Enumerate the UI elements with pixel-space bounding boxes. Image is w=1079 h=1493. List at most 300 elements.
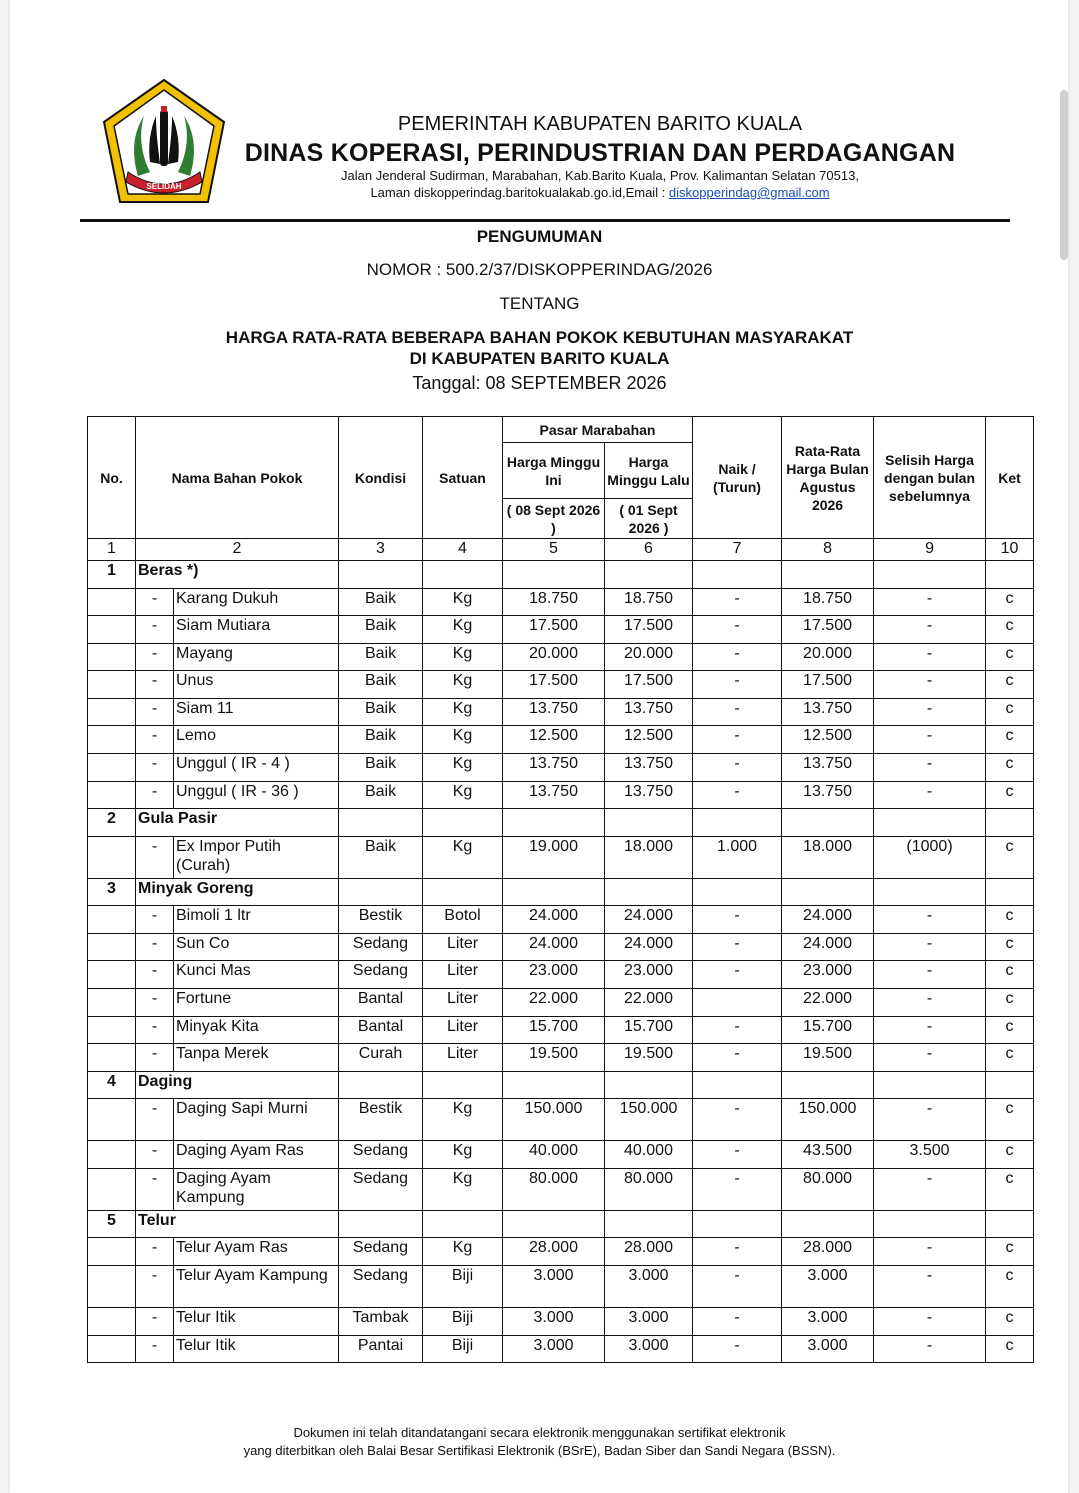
empty-cell — [88, 754, 136, 782]
table-row — [88, 1141, 1034, 1169]
item-name: Daging Ayam Ras — [174, 1141, 339, 1169]
announcement-about: TENTANG — [499, 294, 580, 313]
table-row — [88, 989, 1034, 1017]
empty-cell — [88, 933, 136, 961]
item-dash: - — [136, 933, 174, 961]
category-name: Minyak Goreng — [136, 878, 339, 906]
item-harga-ini: 22.000 — [503, 989, 605, 1017]
item-satuan: Kg — [423, 671, 503, 699]
item-ket: c — [986, 1168, 1034, 1210]
empty-cell — [88, 1016, 136, 1044]
item-name: Siam 11 — [174, 698, 339, 726]
item-harga-ini: 12.500 — [503, 726, 605, 754]
empty-cell — [986, 561, 1034, 589]
item-naik-turun: - — [693, 616, 782, 644]
item-name: Unus — [174, 671, 339, 699]
item-ket: c — [986, 1141, 1034, 1169]
header-government: PEMERINTAH KABUPATEN BARITO KUALA — [397, 113, 803, 135]
empty-cell — [782, 878, 874, 906]
empty-cell — [782, 1210, 874, 1238]
item-dash: - — [136, 1238, 174, 1266]
empty-cell — [693, 878, 782, 906]
item-naik-turun: - — [693, 643, 782, 671]
item-naik-turun: - — [693, 698, 782, 726]
item-naik-turun: - — [693, 1044, 782, 1072]
item-name: Ex Impor Putih (Curah) — [174, 836, 339, 878]
empty-cell — [986, 809, 1034, 837]
logo-text: SELIDAH — [146, 182, 182, 191]
item-rata-rata: 23.000 — [782, 961, 874, 989]
item-satuan: Kg — [423, 781, 503, 809]
item-harga-lalu: 24.000 — [605, 906, 693, 934]
announcement-heading: PENGUMUMAN — [476, 227, 603, 246]
item-harga-lalu: 18.750 — [605, 588, 693, 616]
item-kondisi: Curah — [339, 1044, 423, 1072]
item-satuan: Kg — [423, 616, 503, 644]
footer-signature-note-1: Dokumen ini telah ditandatangani secara elektronik menggunakan sertifikat elektronik — [293, 1425, 786, 1440]
header-tgl-lalu: ( 01 Sept 2026 ) — [605, 499, 693, 539]
item-dash: - — [136, 643, 174, 671]
table-row — [88, 781, 1034, 809]
table-row — [88, 1335, 1034, 1363]
empty-cell — [782, 561, 874, 589]
empty-cell — [605, 809, 693, 837]
item-naik-turun: - — [693, 781, 782, 809]
category-number: 5 — [88, 1210, 136, 1238]
item-ket: c — [986, 1266, 1034, 1308]
colnum: 5 — [503, 539, 605, 561]
empty-cell — [339, 561, 423, 589]
item-dash: - — [136, 671, 174, 699]
empty-cell — [503, 878, 605, 906]
item-name: Telur Ayam Ras — [174, 1238, 339, 1266]
item-satuan: Liter — [423, 989, 503, 1017]
item-selisih: - — [874, 588, 986, 616]
item-harga-ini: 28.000 — [503, 1238, 605, 1266]
colnum: 8 — [782, 539, 874, 561]
item-name: Telur Itik — [174, 1308, 339, 1336]
item-naik-turun: - — [693, 1266, 782, 1308]
item-selisih: - — [874, 1266, 986, 1308]
item-satuan: Biji — [423, 1335, 503, 1363]
empty-cell — [88, 906, 136, 934]
colnum: 3 — [339, 539, 423, 561]
item-name: Tanpa Merek — [174, 1044, 339, 1072]
item-harga-lalu: 3.000 — [605, 1266, 693, 1308]
item-harga-lalu: 3.000 — [605, 1335, 693, 1363]
item-rata-rata: 13.750 — [782, 698, 874, 726]
empty-cell — [88, 836, 136, 878]
item-harga-ini: 19.000 — [503, 836, 605, 878]
item-harga-lalu: 3.000 — [605, 1308, 693, 1336]
item-ket: c — [986, 1238, 1034, 1266]
item-selisih: (1000) — [874, 836, 986, 878]
empty-cell — [693, 809, 782, 837]
empty-cell — [874, 1071, 986, 1099]
item-name: Daging Sapi Murni — [174, 1099, 339, 1141]
item-name: Fortune — [174, 989, 339, 1017]
empty-cell — [782, 1071, 874, 1099]
empty-cell — [88, 781, 136, 809]
colnum: 2 — [136, 539, 339, 561]
header-selisih: Selisih Harga dengan bulan sebelumnya — [874, 417, 986, 539]
item-satuan: Kg — [423, 1141, 503, 1169]
item-dash: - — [136, 1141, 174, 1169]
empty-cell — [88, 1266, 136, 1308]
item-harga-ini: 13.750 — [503, 781, 605, 809]
item-harga-ini: 17.500 — [503, 671, 605, 699]
item-kondisi: Tambak — [339, 1308, 423, 1336]
item-kondisi: Sedang — [339, 1238, 423, 1266]
empty-cell — [88, 698, 136, 726]
item-dash: - — [136, 961, 174, 989]
item-harga-lalu: 17.500 — [605, 671, 693, 699]
empty-cell — [88, 588, 136, 616]
item-dash: - — [136, 1168, 174, 1210]
item-dash: - — [136, 1044, 174, 1072]
item-dash: - — [136, 726, 174, 754]
item-rata-rata: 13.750 — [782, 781, 874, 809]
empty-cell — [986, 1210, 1034, 1238]
item-kondisi: Baik — [339, 643, 423, 671]
item-kondisi: Baik — [339, 698, 423, 726]
item-dash: - — [136, 1016, 174, 1044]
table-row — [88, 961, 1034, 989]
announcement-number: NOMOR : 500.2/37/DISKOPPERINDAG/2026 — [366, 260, 713, 279]
item-dash: - — [136, 588, 174, 616]
item-rata-rata: 24.000 — [782, 906, 874, 934]
category-row — [88, 878, 1034, 906]
item-kondisi: Bantal — [339, 989, 423, 1017]
item-harga-ini: 3.000 — [503, 1266, 605, 1308]
item-harga-ini: 20.000 — [503, 643, 605, 671]
category-number: 4 — [88, 1071, 136, 1099]
item-satuan: Botol — [423, 906, 503, 934]
item-ket: c — [986, 726, 1034, 754]
item-ket: c — [986, 961, 1034, 989]
item-naik-turun: - — [693, 961, 782, 989]
item-rata-rata: 22.000 — [782, 989, 874, 1017]
empty-cell — [605, 561, 693, 589]
item-satuan: Kg — [423, 698, 503, 726]
colnum: 6 — [605, 539, 693, 561]
item-ket: c — [986, 1308, 1034, 1336]
announcement-subject-1: HARGA RATA-RATA BEBERAPA BAHAN POKOK KEBUTUHAN MASYARAKAT — [225, 328, 854, 347]
item-naik-turun: - — [693, 754, 782, 782]
item-name: Sun Co — [174, 933, 339, 961]
item-harga-lalu: 150.000 — [605, 1099, 693, 1141]
item-harga-ini: 150.000 — [503, 1099, 605, 1141]
table-row — [88, 1238, 1034, 1266]
item-naik-turun: - — [693, 726, 782, 754]
header-website: Laman diskopperindag.baritokualakab.go.id,Email : — [370, 185, 669, 200]
item-harga-ini: 19.500 — [503, 1044, 605, 1072]
empty-cell — [693, 561, 782, 589]
item-kondisi: Sedang — [339, 933, 423, 961]
item-rata-rata: 3.000 — [782, 1308, 874, 1336]
price-table — [87, 416, 1034, 1363]
colnum: 1 — [88, 539, 136, 561]
item-name: Bimoli 1 ltr — [174, 906, 339, 934]
table-row — [88, 698, 1034, 726]
item-ket: c — [986, 989, 1034, 1017]
item-harga-ini: 24.000 — [503, 906, 605, 934]
item-rata-rata: 3.000 — [782, 1335, 874, 1363]
item-dash: - — [136, 1099, 174, 1141]
footer-signature-note-2: yang diterbitkan oleh Balai Besar Sertifikasi Elektronik (BSrE), Badan Siber dan Sandi Negara (BSSN). — [243, 1443, 836, 1458]
item-naik-turun: - — [693, 1141, 782, 1169]
empty-cell — [88, 616, 136, 644]
empty-cell — [88, 726, 136, 754]
item-selisih: - — [874, 1335, 986, 1363]
empty-cell — [88, 989, 136, 1017]
empty-cell — [339, 878, 423, 906]
item-satuan: Biji — [423, 1266, 503, 1308]
empty-cell — [605, 1210, 693, 1238]
item-rata-rata: 19.500 — [782, 1044, 874, 1072]
item-dash: - — [136, 1308, 174, 1336]
item-kondisi: Sedang — [339, 961, 423, 989]
item-rata-rata: 28.000 — [782, 1238, 874, 1266]
table-row — [88, 588, 1034, 616]
header-address: Jalan Jenderal Sudirman, Marabahan, Kab.Barito Kuala, Prov. Kalimantan Selatan 70513, — [341, 168, 859, 183]
item-selisih: - — [874, 754, 986, 782]
item-kondisi: Baik — [339, 726, 423, 754]
item-selisih: - — [874, 1016, 986, 1044]
item-kondisi: Bantal — [339, 1016, 423, 1044]
empty-cell — [874, 809, 986, 837]
item-satuan: Kg — [423, 726, 503, 754]
item-rata-rata: 150.000 — [782, 1099, 874, 1141]
item-satuan: Liter — [423, 933, 503, 961]
header-divider — [80, 219, 1010, 222]
item-harga-ini: 15.700 — [503, 1016, 605, 1044]
empty-cell — [88, 1141, 136, 1169]
table-row — [88, 1266, 1034, 1308]
item-selisih: - — [874, 1168, 986, 1210]
item-harga-lalu: 13.750 — [605, 754, 693, 782]
item-harga-lalu: 23.000 — [605, 961, 693, 989]
empty-cell — [88, 1238, 136, 1266]
item-harga-ini: 18.750 — [503, 588, 605, 616]
item-selisih: - — [874, 616, 986, 644]
item-kondisi: Sedang — [339, 1266, 423, 1308]
item-satuan: Liter — [423, 961, 503, 989]
category-row — [88, 1071, 1034, 1099]
header-tgl-ini: ( 08 Sept 2026 ) — [503, 499, 605, 539]
item-harga-lalu: 15.700 — [605, 1016, 693, 1044]
empty-cell — [423, 1071, 503, 1099]
colnum: 10 — [986, 539, 1034, 561]
item-satuan: Kg — [423, 588, 503, 616]
empty-cell — [88, 1099, 136, 1141]
item-harga-ini: 3.000 — [503, 1335, 605, 1363]
empty-cell — [88, 1335, 136, 1363]
header-naik: Naik / (Turun) — [693, 417, 782, 539]
item-kondisi: Bestik — [339, 906, 423, 934]
item-harga-lalu: 12.500 — [605, 726, 693, 754]
item-naik-turun: - — [693, 1238, 782, 1266]
header-rata: Rata-Rata Harga Bulan Agustus 2026 — [782, 417, 874, 539]
item-kondisi: Sedang — [339, 1141, 423, 1169]
item-harga-lalu: 19.500 — [605, 1044, 693, 1072]
column-number-row — [88, 539, 1034, 561]
item-dash: - — [136, 906, 174, 934]
item-ket: c — [986, 1099, 1034, 1141]
item-ket: c — [986, 698, 1034, 726]
item-harga-ini: 80.000 — [503, 1168, 605, 1210]
item-harga-lalu: 13.750 — [605, 698, 693, 726]
item-naik-turun: - — [693, 1308, 782, 1336]
item-selisih: - — [874, 643, 986, 671]
item-rata-rata: 43.500 — [782, 1141, 874, 1169]
header-harga-lalu: Harga Minggu Lalu — [605, 443, 693, 499]
item-selisih: - — [874, 989, 986, 1017]
item-harga-lalu: 17.500 — [605, 616, 693, 644]
category-row — [88, 809, 1034, 837]
empty-cell — [503, 561, 605, 589]
item-ket: c — [986, 1335, 1034, 1363]
item-selisih: - — [874, 1044, 986, 1072]
empty-cell — [88, 643, 136, 671]
header-ket: Ket — [986, 417, 1034, 539]
empty-cell — [423, 809, 503, 837]
empty-cell — [693, 1071, 782, 1099]
item-ket: c — [986, 616, 1034, 644]
item-kondisi: Baik — [339, 671, 423, 699]
item-selisih: - — [874, 726, 986, 754]
item-kondisi: Baik — [339, 754, 423, 782]
item-kondisi: Baik — [339, 836, 423, 878]
category-row — [88, 1210, 1034, 1238]
category-name: Daging — [136, 1071, 339, 1099]
empty-cell — [423, 561, 503, 589]
item-selisih: - — [874, 906, 986, 934]
announcement-date: Tanggal: 08 SEPTEMBER 2026 — [412, 373, 667, 393]
item-harga-ini: 17.500 — [503, 616, 605, 644]
empty-cell — [986, 878, 1034, 906]
item-naik-turun: - — [693, 1016, 782, 1044]
empty-cell — [339, 1071, 423, 1099]
item-satuan: Kg — [423, 1099, 503, 1141]
item-rata-rata: 17.500 — [782, 671, 874, 699]
header-satuan: Satuan — [423, 417, 503, 539]
item-harga-ini: 13.750 — [503, 754, 605, 782]
item-harga-lalu: 13.750 — [605, 781, 693, 809]
item-satuan: Kg — [423, 1238, 503, 1266]
empty-cell — [503, 1210, 605, 1238]
item-dash: - — [136, 1335, 174, 1363]
header-no: No. — [88, 417, 136, 539]
item-rata-rata: 18.000 — [782, 836, 874, 878]
table-row — [88, 643, 1034, 671]
item-name: Lemo — [174, 726, 339, 754]
item-dash: - — [136, 989, 174, 1017]
colnum: 7 — [693, 539, 782, 561]
empty-cell — [88, 1308, 136, 1336]
header-harga-ini: Harga Minggu Ini — [503, 443, 605, 499]
item-rata-rata: 13.750 — [782, 754, 874, 782]
item-dash: - — [136, 781, 174, 809]
item-harga-lalu: 28.000 — [605, 1238, 693, 1266]
item-naik-turun: - — [693, 588, 782, 616]
item-rata-rata: 17.500 — [782, 616, 874, 644]
item-ket: c — [986, 781, 1034, 809]
item-selisih: - — [874, 698, 986, 726]
item-rata-rata: 3.000 — [782, 1266, 874, 1308]
category-number: 2 — [88, 809, 136, 837]
item-name: Telur Itik — [174, 1335, 339, 1363]
item-dash: - — [136, 1266, 174, 1308]
item-naik-turun: - — [693, 1099, 782, 1141]
table-row — [88, 1308, 1034, 1336]
item-satuan: Kg — [423, 1168, 503, 1210]
item-rata-rata: 24.000 — [782, 933, 874, 961]
empty-cell — [874, 1210, 986, 1238]
item-name: Minyak Kita — [174, 1016, 339, 1044]
item-harga-ini: 23.000 — [503, 961, 605, 989]
item-satuan: Liter — [423, 1044, 503, 1072]
item-dash: - — [136, 698, 174, 726]
category-name: Beras *) — [136, 561, 339, 589]
item-kondisi: Sedang — [339, 1168, 423, 1210]
item-name: Siam Mutiara — [174, 616, 339, 644]
item-ket: c — [986, 1016, 1034, 1044]
header-kondisi: Kondisi — [339, 417, 423, 539]
item-selisih: - — [874, 1099, 986, 1141]
item-name: Unggul ( IR - 36 ) — [174, 781, 339, 809]
empty-cell — [693, 1210, 782, 1238]
empty-cell — [423, 878, 503, 906]
item-rata-rata: 12.500 — [782, 726, 874, 754]
item-harga-ini: 13.750 — [503, 698, 605, 726]
empty-cell — [503, 1071, 605, 1099]
item-satuan: Kg — [423, 754, 503, 782]
item-rata-rata: 18.750 — [782, 588, 874, 616]
empty-cell — [339, 809, 423, 837]
item-rata-rata: 15.700 — [782, 1016, 874, 1044]
item-name: Daging Ayam Kampung — [174, 1168, 339, 1210]
empty-cell — [88, 671, 136, 699]
table-row — [88, 726, 1034, 754]
item-ket: c — [986, 643, 1034, 671]
item-dash: - — [136, 754, 174, 782]
item-selisih: - — [874, 781, 986, 809]
item-harga-ini: 24.000 — [503, 933, 605, 961]
table-row — [88, 906, 1034, 934]
item-ket: c — [986, 588, 1034, 616]
item-naik-turun: - — [693, 671, 782, 699]
table-row — [88, 1168, 1034, 1210]
item-ket: c — [986, 836, 1034, 878]
empty-cell — [605, 1071, 693, 1099]
item-naik-turun: 1.000 — [693, 836, 782, 878]
email-link[interactable]: diskopperindag@gmail.com — [668, 185, 830, 200]
item-name: Telur Ayam Kampung — [174, 1266, 339, 1308]
item-kondisi: Baik — [339, 616, 423, 644]
item-name: Mayang — [174, 643, 339, 671]
item-selisih: - — [874, 961, 986, 989]
category-name: Gula Pasir — [136, 809, 339, 837]
table-row — [88, 1099, 1034, 1141]
empty-cell — [339, 1210, 423, 1238]
item-ket: c — [986, 906, 1034, 934]
item-satuan: Kg — [423, 643, 503, 671]
header-nama: Nama Bahan Pokok — [136, 417, 339, 539]
table-row — [88, 754, 1034, 782]
table-row — [88, 616, 1034, 644]
item-satuan: Liter — [423, 1016, 503, 1044]
